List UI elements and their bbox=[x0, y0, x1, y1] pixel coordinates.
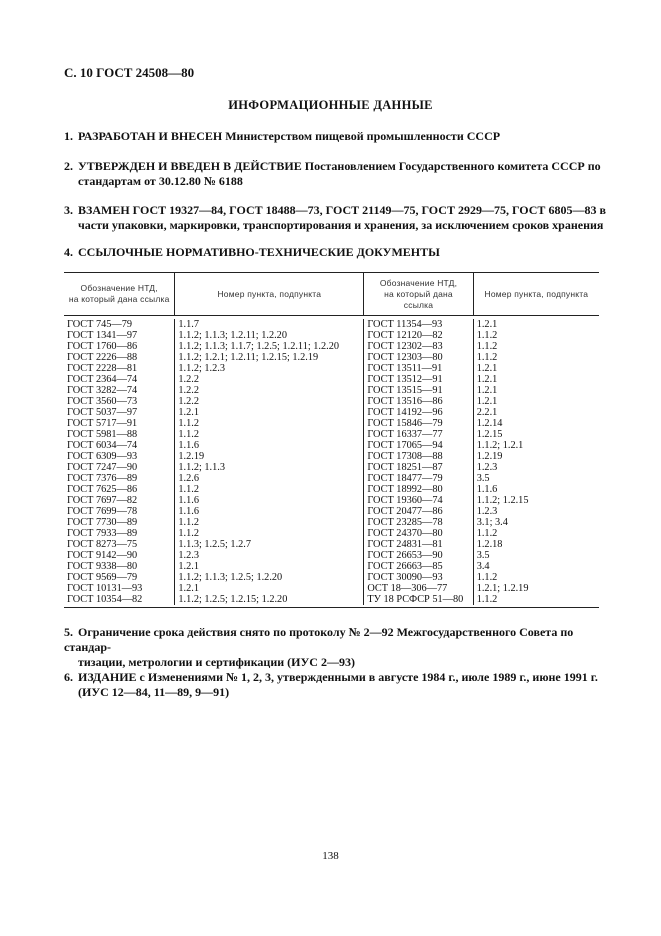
table-cell-clause: 1.1.2 bbox=[476, 341, 498, 352]
table-cell-clause: 1.2.2 bbox=[178, 385, 199, 396]
table-cell-document: ГОСТ 12303—80 bbox=[367, 352, 443, 363]
table-cell-document: ГОСТ 5037—97 bbox=[67, 407, 138, 418]
info-item-2 bbox=[64, 159, 612, 189]
table-cell-clause: 1.1.2 bbox=[476, 352, 498, 363]
table-cell-document: ГОСТ 20477—86 bbox=[367, 506, 443, 517]
table-cell-document: ГОСТ 12120—82 bbox=[367, 330, 443, 341]
table-cell-document: ГОСТ 30090—93 bbox=[367, 572, 443, 583]
item-text-continued: части упаковки, маркировки, транспортирования и хранения, за исключением сроков хранения bbox=[78, 218, 604, 232]
table-cell-clause: 1.2.2 bbox=[178, 374, 199, 385]
table-cell-clause: 1.2.14 bbox=[476, 418, 503, 429]
page-header: С. 10 ГОСТ 24508—80 bbox=[64, 65, 195, 80]
table-cell-clause: 1.2.1 bbox=[476, 363, 498, 374]
table-cell-document: ТУ 18 РСФСР 51—80 bbox=[367, 594, 464, 605]
table-cell-document: ОСТ 18—306—77 bbox=[367, 583, 448, 594]
info-item-1 bbox=[64, 129, 612, 144]
table-cell-document: ГОСТ 7699—78 bbox=[67, 506, 138, 517]
table-cell-document: ГОСТ 8273—75 bbox=[67, 539, 138, 550]
table-cell-document: ГОСТ 14192—96 bbox=[367, 407, 443, 418]
table-cell-document: ГОСТ 7625—86 bbox=[67, 484, 138, 495]
table-cell-clause: 3.1; 3.4 bbox=[476, 517, 508, 528]
table-cell-document: ГОСТ 1341—97 bbox=[67, 330, 138, 341]
table-cell-document: ГОСТ 23285—78 bbox=[367, 517, 443, 528]
table-cell-document: ГОСТ 5981—88 bbox=[67, 429, 138, 440]
table-cell-clause: 3.5 bbox=[476, 550, 490, 561]
table-cell-document: ГОСТ 17065—94 bbox=[367, 440, 443, 451]
left-clause-column bbox=[174, 319, 363, 605]
table-cell-document: ГОСТ 1760—86 bbox=[67, 341, 138, 352]
table-cell-clause: 1.2.18 bbox=[476, 539, 503, 550]
table-cell-clause: 1.1.6 bbox=[178, 506, 199, 517]
table-cell-clause: 1.1.2; 1.2.1 bbox=[476, 440, 524, 451]
info-item-6 bbox=[64, 670, 612, 700]
item-text: Ограничение срока действия снято по протоколу № 2—92 Межгосударственного Совета по стандар- bbox=[64, 625, 574, 654]
table-cell-document: ГОСТ 24831—81 bbox=[367, 539, 443, 550]
table-cell-document: ГОСТ 15846—79 bbox=[367, 418, 443, 429]
table-cell-document: ГОСТ 10354—82 bbox=[67, 594, 143, 605]
table-cell-document: ГОСТ 2228—81 bbox=[67, 363, 138, 374]
right-document-column bbox=[363, 319, 472, 605]
table-cell-clause: 1.1.7 bbox=[178, 319, 199, 330]
item-text-continued: (ИУС 12—84, 11—89, 9—91) bbox=[78, 685, 230, 699]
item-text: УТВЕРЖДЕН И ВВЕДЕН В ДЕЙСТВИЕ Постановлением Государственного комитета СССР по bbox=[78, 159, 601, 173]
table-cell-clause: 1.2.1 bbox=[476, 374, 498, 385]
table-cell-clause: 1.2.3 bbox=[476, 506, 498, 517]
page-number: 138 bbox=[322, 850, 339, 862]
table-cell-document: ГОСТ 26653—90 bbox=[367, 550, 443, 561]
table-cell-document: ГОСТ 10131—93 bbox=[67, 583, 143, 594]
table-body bbox=[64, 316, 599, 607]
item-number: 1. bbox=[64, 129, 73, 143]
table-cell-clause: 1.2.1 bbox=[476, 319, 498, 330]
item-number: 3. bbox=[64, 203, 73, 217]
table-cell-clause: 1.2.3 bbox=[476, 462, 498, 473]
table-cell-clause: 1.1.2 bbox=[476, 528, 498, 539]
table-cell-document: ГОСТ 3560—73 bbox=[67, 396, 138, 407]
table-cell-document: ГОСТ 24370—80 bbox=[367, 528, 443, 539]
table-cell-document: ГОСТ 16337—77 bbox=[367, 429, 443, 440]
table-cell-clause: 1.1.6 bbox=[178, 440, 199, 451]
table-cell-document: ГОСТ 7730—89 bbox=[67, 517, 138, 528]
info-item-5 bbox=[64, 625, 612, 670]
table-cell-document: ГОСТ 2226—88 bbox=[67, 352, 138, 363]
table-cell-clause: 1.1.2; 1.1.3; 1.2.5; 1.2.20 bbox=[178, 572, 283, 583]
table-cell-document: ГОСТ 18477—79 bbox=[367, 473, 443, 484]
table-cell-document: ГОСТ 9569—79 bbox=[67, 572, 138, 583]
table-cell-clause: 1.1.2; 1.2.15 bbox=[476, 495, 529, 506]
table-cell-clause: 1.2.1 bbox=[476, 396, 498, 407]
table-cell-document: ГОСТ 6309—93 bbox=[67, 451, 138, 462]
table-cell-document: ГОСТ 13512—91 bbox=[367, 374, 443, 385]
table-cell-document: ГОСТ 9338—80 bbox=[67, 561, 138, 572]
table-cell-clause: 1.2.6 bbox=[178, 473, 199, 484]
table-cell-document: ГОСТ 6034—74 bbox=[67, 440, 138, 451]
table-cell-clause: 3.4 bbox=[476, 561, 490, 572]
table-cell-document: ГОСТ 11354—93 bbox=[367, 319, 443, 330]
item-text: ССЫЛОЧНЫЕ НОРМАТИВНО-ТЕХНИЧЕСКИЕ ДОКУМЕНТЫ bbox=[78, 245, 440, 259]
table-cell-document: ГОСТ 745—79 bbox=[67, 319, 133, 330]
table-cell-document: ГОСТ 7247—90 bbox=[67, 462, 138, 473]
table-cell-clause: 1.1.2 bbox=[178, 418, 199, 429]
table-cell-document: ГОСТ 9142—90 bbox=[67, 550, 138, 561]
table-cell-document: ГОСТ 17308—88 bbox=[367, 451, 443, 462]
table-cell-clause: 1.2.3 bbox=[178, 550, 199, 561]
table-cell-clause: 1.1.6 bbox=[476, 484, 498, 495]
table-cell-clause: 1.1.2 bbox=[178, 484, 199, 495]
table-cell-clause: 1.1.2; 1.2.5; 1.2.15; 1.2.20 bbox=[178, 594, 288, 605]
table-cell-document: ГОСТ 13515—91 bbox=[367, 385, 443, 396]
item-text-continued: стандартам от 30.12.80 № 6188 bbox=[78, 174, 243, 188]
table-cell-document: ГОСТ 2364—74 bbox=[67, 374, 138, 385]
item-number: 6. bbox=[64, 670, 73, 684]
table-cell-clause: 1.2.1 bbox=[178, 583, 199, 594]
info-item-3 bbox=[64, 203, 612, 233]
item-number: 5. bbox=[64, 625, 73, 639]
column-header-document: Обозначение НТД, на который дана ссылка bbox=[363, 273, 472, 315]
table-cell-document: ГОСТ 7933—89 bbox=[67, 528, 138, 539]
table-cell-clause: 1.1.6 bbox=[178, 495, 199, 506]
table-cell-document: ГОСТ 18251—87 bbox=[367, 462, 443, 473]
table-cell-clause: 1.2.1 bbox=[178, 407, 199, 418]
right-clause-column bbox=[473, 319, 599, 605]
table-cell-document: ГОСТ 26663—85 bbox=[367, 561, 443, 572]
table-cell-clause: 3.5 bbox=[476, 473, 490, 484]
item-number: 4. bbox=[64, 245, 73, 259]
table-cell-document: ГОСТ 3282—74 bbox=[67, 385, 138, 396]
table-cell-clause: 1.1.2 bbox=[178, 429, 199, 440]
table-cell-clause: 1.1.2 bbox=[476, 330, 498, 341]
table-cell-document: ГОСТ 19360—74 bbox=[367, 495, 443, 506]
table-cell-clause: 1.1.2; 1.2.1; 1.2.11; 1.2.15; 1.2.19 bbox=[178, 352, 319, 363]
table-cell-clause: 1.2.19 bbox=[178, 451, 205, 462]
left-document-column bbox=[64, 319, 174, 605]
table-cell-clause: 1.1.2 bbox=[476, 572, 498, 583]
item-text-continued: тизации, метрологии и сертификации (ИУС 2—93) bbox=[78, 655, 355, 669]
column-header-document: Обозначение НТД, на который дана ссылка bbox=[68, 283, 170, 304]
table-cell-clause: 1.1.2; 1.2.3 bbox=[178, 363, 225, 374]
table-cell-clause: 1.1.2 bbox=[476, 594, 498, 605]
item-text: ИЗДАНИЕ с Изменениями № 1, 2, 3, утвержденными в августе 1984 г., июле 1989 г., июне 1991 г. bbox=[78, 670, 598, 684]
table-cell-clause: 1.2.1 bbox=[476, 385, 498, 396]
table-cell-document: ГОСТ 13516—86 bbox=[367, 396, 443, 407]
table-cell-clause: 1.1.2 bbox=[178, 528, 199, 539]
table-cell-clause: 1.1.2; 1.1.3 bbox=[178, 462, 225, 473]
column-header-clause: Номер пункта, подпункта bbox=[174, 273, 363, 315]
table-cell-document: ГОСТ 18992—80 bbox=[367, 484, 443, 495]
table-cell-clause: 1.1.3; 1.2.5; 1.2.7 bbox=[178, 539, 252, 550]
table-cell-document: ГОСТ 13511—91 bbox=[367, 363, 443, 374]
item-number: 2. bbox=[64, 159, 73, 173]
table-cell-clause: 1.2.2 bbox=[178, 396, 199, 407]
table-cell-clause: 1.2.19 bbox=[476, 451, 503, 462]
item-text: ВЗАМЕН ГОСТ 19327—84, ГОСТ 18488—73, ГОСТ 21149—75, ГОСТ 2929—75, ГОСТ 6805—83 в bbox=[78, 203, 606, 217]
table-cell-clause: 2.2.1 bbox=[476, 407, 498, 418]
info-item-4 bbox=[64, 245, 612, 260]
table-cell-clause: 1.2.1; 1.2.19 bbox=[476, 583, 529, 594]
table-header bbox=[64, 273, 599, 316]
table-cell-clause: 1.1.2 bbox=[178, 517, 199, 528]
table-cell-document: ГОСТ 5717—91 bbox=[67, 418, 138, 429]
table-cell-document: ГОСТ 12302—83 bbox=[367, 341, 443, 352]
table-cell-document: ГОСТ 7697—82 bbox=[67, 495, 138, 506]
table-cell-clause: 1.1.2; 1.1.3; 1.1.7; 1.2.5; 1.2.11; 1.2.20 bbox=[178, 341, 340, 352]
section-title: ИНФОРМАЦИОННЫЕ ДАННЫЕ bbox=[228, 98, 433, 112]
table-cell-document: ГОСТ 7376—89 bbox=[67, 473, 138, 484]
table-cell-clause: 1.1.2; 1.1.3; 1.2.11; 1.2.20 bbox=[178, 330, 287, 341]
table-cell-clause: 1.2.1 bbox=[178, 561, 199, 572]
item-text: РАЗРАБОТАН И ВНЕСЕН Министерством пищевой промышленности СССР bbox=[78, 129, 501, 143]
table-cell-clause: 1.2.15 bbox=[476, 429, 503, 440]
reference-documents-table bbox=[64, 272, 599, 608]
column-header-clause: Номер пункта, подпункта bbox=[473, 273, 599, 315]
